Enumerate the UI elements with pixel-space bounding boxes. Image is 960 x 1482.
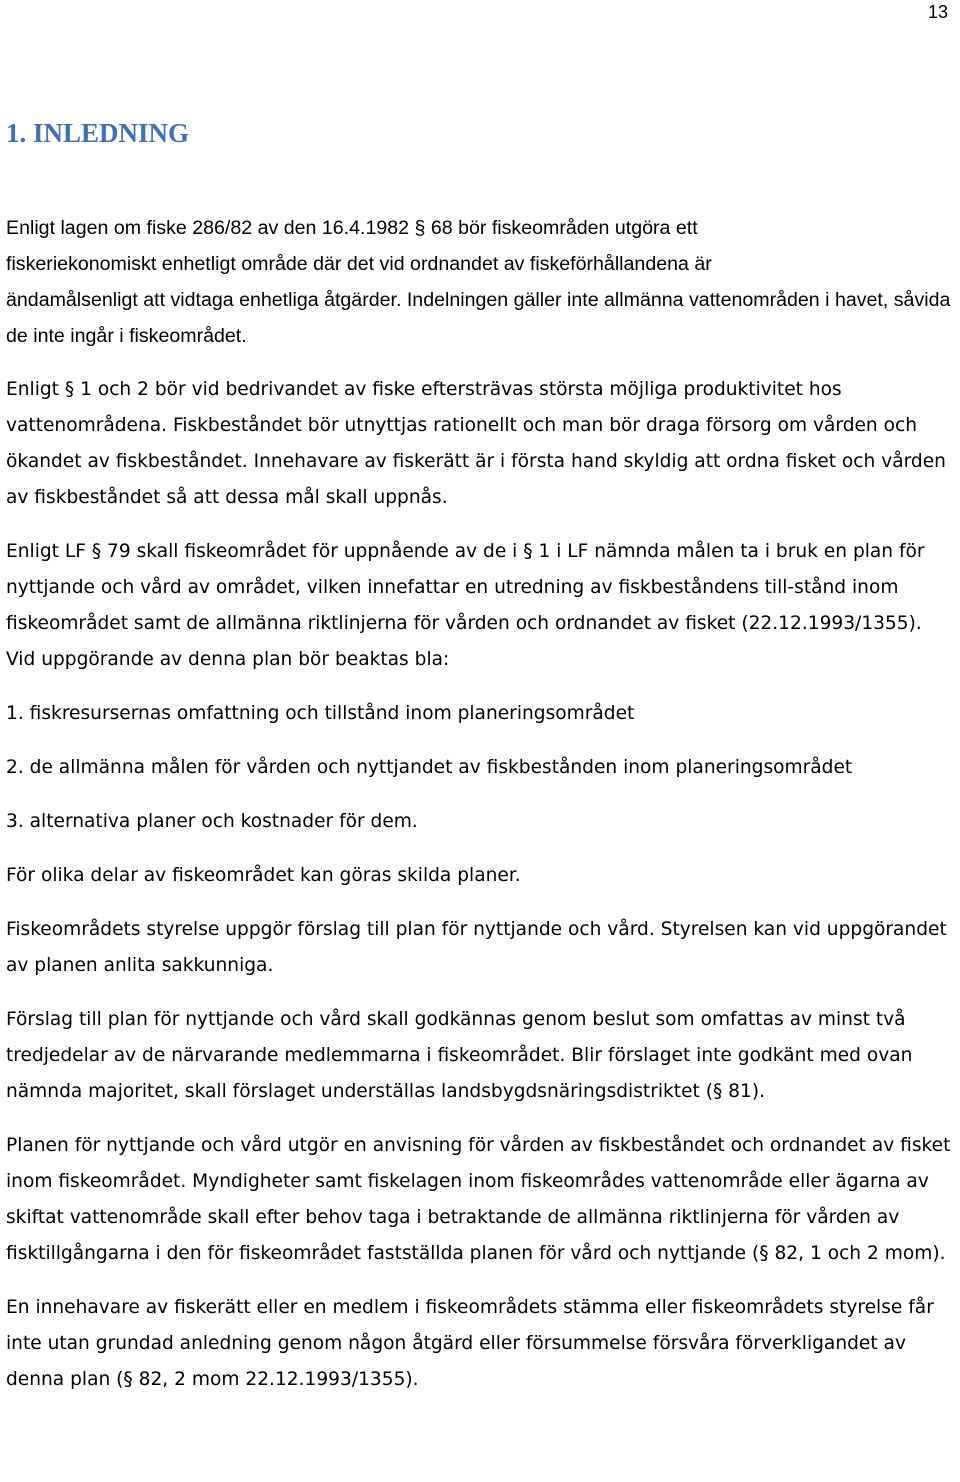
paragraph-1 bbox=[6, 210, 956, 354]
paragraph-7: Planen för nyttjande och vård utgör en anvisning för vården av fiskbeståndet och ordnandet av fisket inom fiskeområdet. Myndigheter samt fiskelagen inom fiskeområdes vattenområde eller ägarna av skiftat vattenområde skall efter behov taga i betraktande de allmänna riktlinjerna för vården av fisktillgångarna i den för fiskeområdet fastställda planen för vård och nyttjande (§ 82, 1 och 2 mom). bbox=[6, 1135, 951, 1264]
list-item-1: 1. fiskresursernas omfattning och tillstånd inom planeringsområdet bbox=[6, 703, 635, 724]
list-item-3: 3. alternativa planer och kostnader för dem. bbox=[6, 811, 418, 832]
paragraph-1-tail: Indelningen gäller inte allmänna vattenområden i havet, såvida de inte ingår i fiskeområdet. bbox=[6, 289, 951, 347]
paragraph-2: Enligt § 1 och 2 bör vid bedrivandet av fiske eftersträvas största möjliga produktivitet hos vattenområdena. Fiskbeståndet bör utnyttjas rationellt och man bör draga försorg om vården och ökandet av fiskbeståndet. Innehavare av fiskerätt är i första hand skyldig att ordna fisket och vården av fiskbeståndet så att dessa mål skall uppnås. bbox=[6, 379, 946, 508]
paragraph-6: Förslag till plan för nyttjande och vård skall godkännas genom beslut som omfattas av minst två tredjedelar av de närvarande medlemmarna i fiskeområdet. Blir förslaget inte godkänt med ovan nämnda majoritet, skall förslaget underställas landsbygdsnäringsdistriktet (§ 81). bbox=[6, 1009, 913, 1102]
list-item-2: 2. de allmänna målen för vården och nyttjandet av fiskbestånden inom planeringsområdet bbox=[6, 757, 853, 778]
paragraph-5: Fiskeområdets styrelse uppgör förslag till plan för nyttjande och vård. Styrelsen kan vid uppgörandet av planen anlita sakkunniga. bbox=[6, 919, 947, 976]
paragraph-4: För olika delar av fiskeområdet kan göras skilda planer. bbox=[6, 865, 521, 886]
paragraph-1-line-3: ändamålsenligt att vidtaga enhetliga åtgärder. bbox=[6, 289, 402, 311]
document-body bbox=[6, 210, 956, 1398]
paragraph-1-line-2: fiskeriekonomiskt enhetligt område där det vid ordnandet av fiskeförhållandena är bbox=[6, 253, 712, 275]
section-heading: 1. INLEDNING bbox=[6, 118, 190, 148]
paragraph-8: En innehavare av fiskerätt eller en medlem i fiskeområdets stämma eller fiskeområdets styrelse får inte utan grundad anledning genom någon åtgärd eller försummelse försvåra förverkligandet av denna plan (§ 82, 2 mom 22.12.1993/1355). bbox=[6, 1297, 934, 1390]
paragraph-3: Enligt LF § 79 skall fiskeområdet för uppnående av de i § 1 i LF nämnda målen ta i bruk en plan för nyttjande och vård av området, vilken innefattar en utredning av fiskbeståndens till-stånd inom fiskeområdet samt de allmänna riktlinjerna för vården och ordnandet av fisket (22.12.1993/1355). Vid uppgörande av denna plan bör beaktas bla: bbox=[6, 541, 925, 670]
page-number: 13 bbox=[927, 2, 948, 22]
paragraph-1-line-1: Enligt lagen om fiske 286/82 av den 16.4.1982 § 68 bör fiskeområden utgöra ett bbox=[6, 217, 698, 239]
